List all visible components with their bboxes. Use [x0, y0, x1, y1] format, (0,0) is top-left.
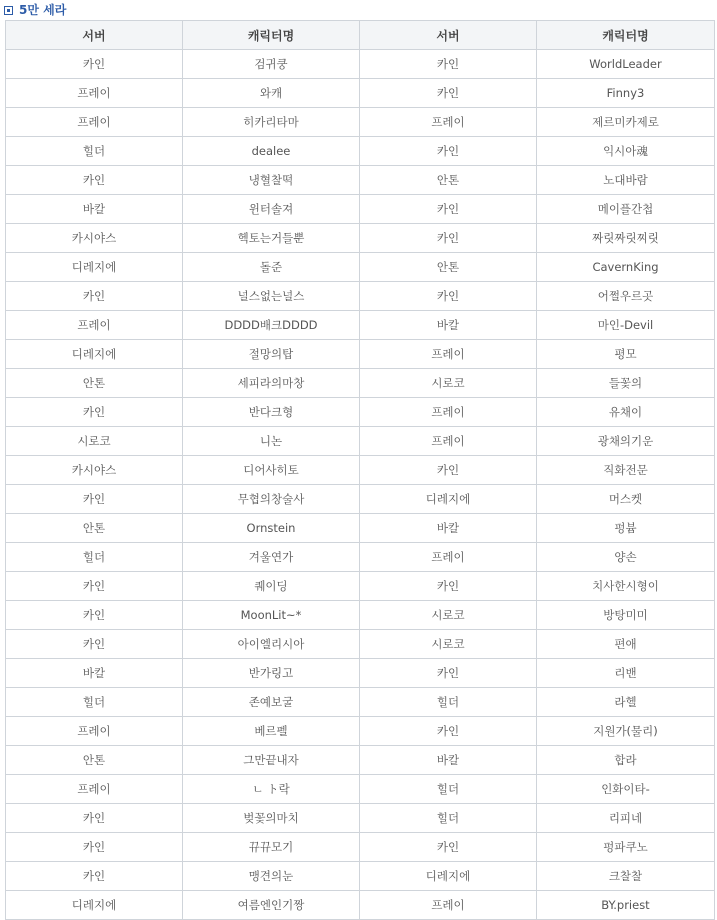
table-row	[6, 543, 715, 572]
table-row	[6, 485, 715, 514]
cell-server-right: 힐더	[360, 688, 537, 717]
cell-character-right: 머스켓	[537, 485, 715, 514]
character-table	[5, 20, 715, 920]
cell-server-right: 카인	[360, 456, 537, 485]
cell-server-right: 바칼	[360, 746, 537, 775]
cell-character-right: 리밴	[537, 659, 715, 688]
table-row	[6, 572, 715, 601]
table-row	[6, 50, 715, 79]
cell-server-left: 바칼	[6, 195, 183, 224]
cell-character-right: 펑파쿠노	[537, 833, 715, 862]
cell-character-left: 여름엔인기짱	[183, 891, 360, 920]
cell-character-right: 합라	[537, 746, 715, 775]
cell-server-right: 카인	[360, 195, 537, 224]
cell-server-left: 안톤	[6, 746, 183, 775]
cell-character-right: CavernKing	[537, 253, 715, 282]
cell-character-left: 냉혈찰떡	[183, 166, 360, 195]
cell-character-left: 니논	[183, 427, 360, 456]
cell-server-right: 프레이	[360, 398, 537, 427]
cell-character-left: MoonLit~*	[183, 601, 360, 630]
cell-character-left: 검귀쿵	[183, 50, 360, 79]
cell-server-left: 카인	[6, 572, 183, 601]
cell-character-right: 인화이타-	[537, 775, 715, 804]
cell-character-left: 반가링고	[183, 659, 360, 688]
cell-server-left: 디레지에	[6, 891, 183, 920]
cell-server-right: 카인	[360, 833, 537, 862]
cell-server-right: 프레이	[360, 427, 537, 456]
cell-character-right: 양손	[537, 543, 715, 572]
section-title: 5만 세라	[19, 3, 67, 17]
cell-server-right: 시로코	[360, 630, 537, 659]
cell-server-right: 카인	[360, 137, 537, 166]
cell-character-left: 존예보굴	[183, 688, 360, 717]
cell-server-right: 카인	[360, 50, 537, 79]
table-row	[6, 688, 715, 717]
table-row	[6, 79, 715, 108]
table-row	[6, 456, 715, 485]
cell-character-left: 널스없는널스	[183, 282, 360, 311]
header-character-left: 캐릭터명	[183, 21, 360, 50]
cell-character-left: Ornstein	[183, 514, 360, 543]
cell-server-left: 프레이	[6, 717, 183, 746]
cell-character-left: 디어사히토	[183, 456, 360, 485]
cell-server-right: 프레이	[360, 340, 537, 369]
cell-character-left: 그만끝내자	[183, 746, 360, 775]
cell-server-left: 카인	[6, 804, 183, 833]
cell-character-left: DDDD배크DDDD	[183, 311, 360, 340]
cell-server-left: 프레이	[6, 108, 183, 137]
cell-character-left: 뀨뀨모기	[183, 833, 360, 862]
cell-server-right: 디레지에	[360, 862, 537, 891]
cell-character-right: 펑븀	[537, 514, 715, 543]
cell-server-right: 바칼	[360, 311, 537, 340]
cell-character-right: BY.priest	[537, 891, 715, 920]
table-row	[6, 833, 715, 862]
cell-server-left: 힐더	[6, 137, 183, 166]
cell-character-left: ㄴ ト락	[183, 775, 360, 804]
cell-server-right: 힐더	[360, 804, 537, 833]
cell-character-left: dealee	[183, 137, 360, 166]
cell-server-right: 프레이	[360, 543, 537, 572]
cell-character-right: Finny3	[537, 79, 715, 108]
table-header-row	[6, 21, 715, 50]
table-row	[6, 340, 715, 369]
table-row	[6, 717, 715, 746]
cell-server-right: 카인	[360, 659, 537, 688]
cell-character-left: 퀘이딩	[183, 572, 360, 601]
cell-server-left: 프레이	[6, 775, 183, 804]
cell-server-left: 카인	[6, 485, 183, 514]
cell-character-right: 광채의기운	[537, 427, 715, 456]
cell-character-right: 크찰찰	[537, 862, 715, 891]
square-bullet-icon	[4, 6, 13, 15]
cell-server-left: 프레이	[6, 79, 183, 108]
cell-server-left: 카인	[6, 50, 183, 79]
table-row	[6, 427, 715, 456]
cell-server-left: 카인	[6, 282, 183, 311]
cell-server-left: 힐더	[6, 543, 183, 572]
cell-character-left: 세피라의마창	[183, 369, 360, 398]
cell-character-left: 아이엘리시아	[183, 630, 360, 659]
table-row	[6, 630, 715, 659]
table-row	[6, 369, 715, 398]
cell-server-right: 시로코	[360, 369, 537, 398]
table-row	[6, 137, 715, 166]
cell-character-left: 돌준	[183, 253, 360, 282]
table-row	[6, 108, 715, 137]
header-server-left: 서버	[6, 21, 183, 50]
cell-character-right: 짜릿짜릿찌릿	[537, 224, 715, 253]
cell-server-right: 카인	[360, 572, 537, 601]
cell-server-right: 카인	[360, 717, 537, 746]
cell-server-right: 프레이	[360, 108, 537, 137]
table-row	[6, 514, 715, 543]
cell-character-left: 와캐	[183, 79, 360, 108]
cell-character-left: 히카리타마	[183, 108, 360, 137]
cell-server-left: 힐더	[6, 688, 183, 717]
cell-character-right: 편애	[537, 630, 715, 659]
header-server-right: 서버	[360, 21, 537, 50]
cell-character-left: 베르펠	[183, 717, 360, 746]
table-row	[6, 775, 715, 804]
cell-server-left: 카인	[6, 398, 183, 427]
table-row	[6, 311, 715, 340]
cell-server-left: 카시야스	[6, 224, 183, 253]
cell-character-right: 라헬	[537, 688, 715, 717]
cell-character-right: 지원가(물리)	[537, 717, 715, 746]
cell-character-right: 제르미카제로	[537, 108, 715, 137]
cell-character-left: 윈터솔져	[183, 195, 360, 224]
cell-character-right: 마인-Devil	[537, 311, 715, 340]
cell-server-left: 카시야스	[6, 456, 183, 485]
cell-character-right: 노대바람	[537, 166, 715, 195]
section-header	[4, 2, 66, 18]
header-character-right: 캐릭터명	[537, 21, 715, 50]
cell-character-right: 메이플간첩	[537, 195, 715, 224]
cell-character-right: 들꽃의	[537, 369, 715, 398]
cell-server-left: 카인	[6, 601, 183, 630]
cell-character-left: 반다크형	[183, 398, 360, 427]
table-row	[6, 398, 715, 427]
cell-character-left: 벚꽃의마치	[183, 804, 360, 833]
cell-character-right: 직화전문	[537, 456, 715, 485]
cell-server-left: 디레지에	[6, 253, 183, 282]
cell-character-right: 어쩔우르곳	[537, 282, 715, 311]
table-row	[6, 601, 715, 630]
cell-server-left: 카인	[6, 862, 183, 891]
cell-server-left: 시로코	[6, 427, 183, 456]
cell-character-right: 익시아魂	[537, 137, 715, 166]
cell-character-left: 무협의창술사	[183, 485, 360, 514]
cell-server-left: 디레지에	[6, 340, 183, 369]
cell-server-left: 카인	[6, 630, 183, 659]
table-row	[6, 282, 715, 311]
cell-character-right: 리피네	[537, 804, 715, 833]
table-body	[6, 50, 715, 920]
cell-server-right: 바칼	[360, 514, 537, 543]
cell-server-left: 카인	[6, 833, 183, 862]
table-row	[6, 253, 715, 282]
table-row	[6, 659, 715, 688]
cell-server-left: 바칼	[6, 659, 183, 688]
cell-server-right: 안톤	[360, 166, 537, 195]
cell-server-left: 프레이	[6, 311, 183, 340]
cell-character-right: WorldLeader	[537, 50, 715, 79]
cell-server-right: 안톤	[360, 253, 537, 282]
cell-character-left: 절망의탑	[183, 340, 360, 369]
cell-server-right: 카인	[360, 224, 537, 253]
cell-server-left: 카인	[6, 166, 183, 195]
cell-character-left: 헥토는거들뿐	[183, 224, 360, 253]
cell-character-right: 치사한시형이	[537, 572, 715, 601]
cell-server-right: 시로코	[360, 601, 537, 630]
cell-server-left: 안톤	[6, 369, 183, 398]
cell-server-right: 카인	[360, 282, 537, 311]
cell-character-right: 평모	[537, 340, 715, 369]
table-row	[6, 224, 715, 253]
table-row	[6, 746, 715, 775]
cell-server-right: 카인	[360, 79, 537, 108]
cell-character-right: 유채이	[537, 398, 715, 427]
cell-server-right: 디레지에	[360, 485, 537, 514]
table-row	[6, 195, 715, 224]
table-row	[6, 804, 715, 833]
cell-character-left: 맹견의눈	[183, 862, 360, 891]
cell-server-right: 힐더	[360, 775, 537, 804]
table-row	[6, 891, 715, 920]
cell-character-right: 방탕미미	[537, 601, 715, 630]
table-row	[6, 166, 715, 195]
cell-server-left: 안톤	[6, 514, 183, 543]
table-row	[6, 862, 715, 891]
cell-character-left: 겨울연가	[183, 543, 360, 572]
cell-server-right: 프레이	[360, 891, 537, 920]
